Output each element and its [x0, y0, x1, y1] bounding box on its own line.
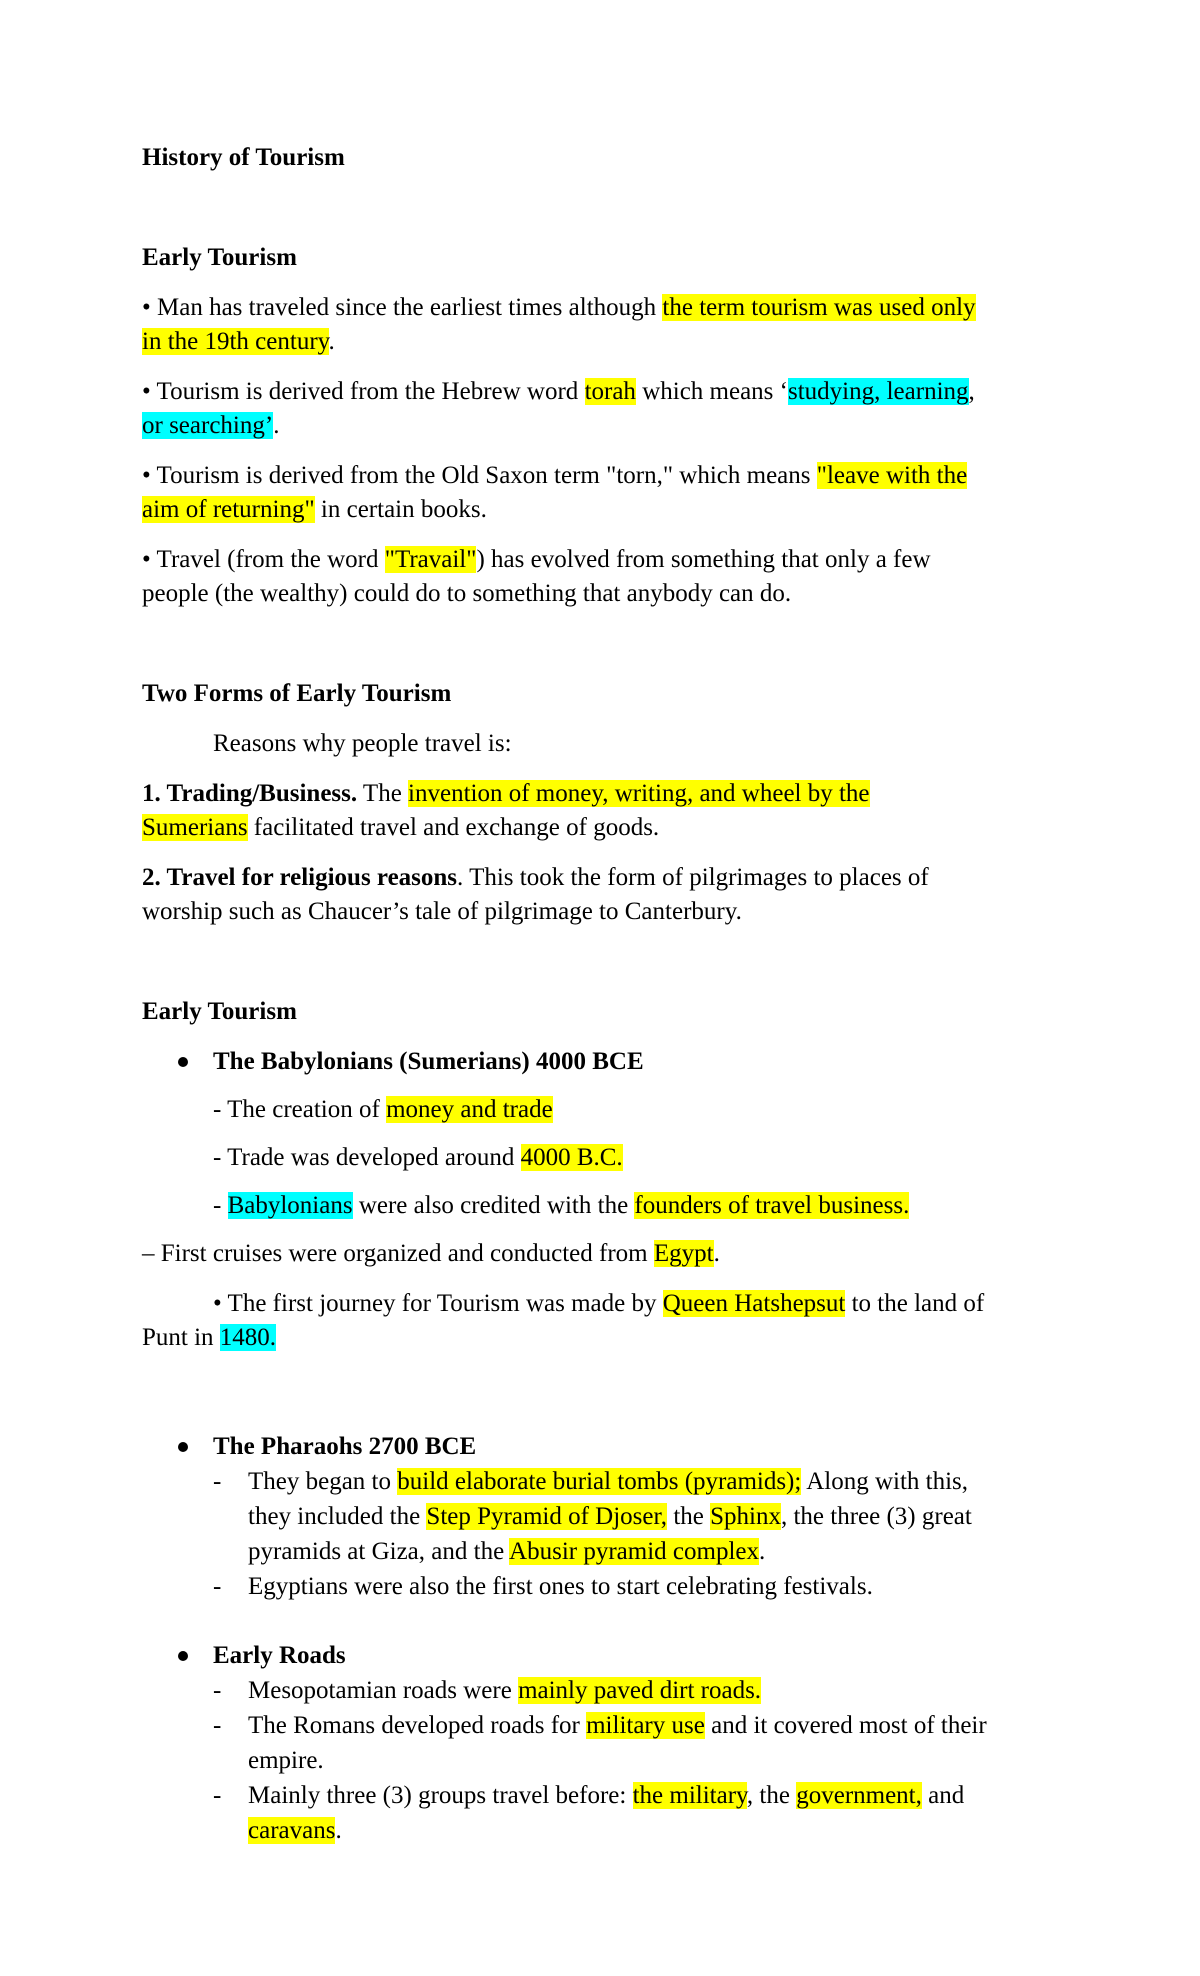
paragraph-line: – First cruises were organized and conducted from Egypt. — [142, 1240, 720, 1267]
dash-marker: - — [213, 1712, 222, 1739]
highlight: studying, learning — [787, 378, 969, 405]
highlight: government, — [796, 1782, 922, 1809]
highlight: Egypt — [653, 1240, 714, 1267]
highlight: Queen Hatshepsut — [662, 1290, 846, 1317]
paragraph-line: caravans. — [248, 1817, 342, 1844]
paragraph-line: Sumerians facilitated travel and exchange of goods. — [142, 814, 660, 841]
paragraph-line: they included the Step Pyramid of Djoser, the Sphinx, the three (3) great — [248, 1503, 972, 1530]
highlight: Abusir pyramid complex — [509, 1538, 759, 1565]
document-title: History of Tourism — [142, 144, 345, 171]
paragraph-line: people (the wealthy) could do to something that anybody can do. — [142, 580, 792, 607]
highlight: torah — [584, 378, 636, 405]
paragraph-line: • Tourism is derived from the Old Saxon term "torn," which means "leave with the — [142, 462, 968, 489]
highlight: "leave with the — [816, 462, 968, 489]
highlight: founders of travel business. — [634, 1192, 910, 1219]
highlight: invention of money, writing, and wheel by the — [408, 780, 870, 807]
paragraph-line: • Man has traveled since the earliest times although the term tourism was used only — [142, 294, 976, 321]
paragraph-line: - Trade was developed around 4000 B.C. — [213, 1144, 623, 1171]
paragraph-line: Punt in 1480. — [142, 1324, 277, 1351]
section-heading-early-tourism: Early Tourism — [142, 244, 297, 271]
highlight: 4000 B.C. — [520, 1144, 623, 1171]
highlight: or searching’ — [142, 412, 274, 439]
highlight: build elaborate burial tombs (pyramids); — [397, 1468, 802, 1495]
dash-marker: - — [213, 1782, 222, 1809]
paragraph-line: 1. Trading/Business. The invention of money, writing, and wheel by the — [142, 780, 870, 807]
list-item-title: The Babylonians (Sumerians) 4000 BCE — [213, 1048, 644, 1075]
paragraph-line: empire. — [248, 1747, 324, 1774]
highlight: mainly paved dirt roads. — [518, 1677, 762, 1704]
paragraph-line: • Travel (from the word "Travail") has evolved from something that only a few — [142, 546, 931, 573]
highlight: aim of returning" — [142, 496, 315, 523]
paragraph-line: • The first journey for Tourism was made by Queen Hatshepsut to the land of — [213, 1290, 985, 1317]
highlight: in the 19th century — [142, 328, 329, 355]
paragraph-line: worship such as Chaucer’s tale of pilgrimage to Canterbury. — [142, 898, 742, 925]
paragraph-line: Mesopotamian roads were mainly paved dirt roads. — [248, 1677, 762, 1704]
dash-marker: - — [213, 1573, 222, 1600]
paragraph-line: or searching’. — [142, 412, 280, 439]
paragraph-line: Mainly three (3) groups travel before: the military, the government, and — [248, 1782, 965, 1809]
paragraph-line: - The creation of money and trade — [213, 1096, 553, 1123]
highlight: the term tourism was used only — [662, 294, 976, 321]
paragraph-line: pyramids at Giza, and the Abusir pyramid complex. — [248, 1538, 766, 1565]
highlight: 1480. — [219, 1324, 277, 1351]
paragraph-line: • Tourism is derived from the Hebrew word torah which means ‘studying, learning, — [142, 378, 975, 405]
paragraph-line: aim of returning" in certain books. — [142, 496, 487, 523]
list-item-title: Early Roads — [213, 1642, 346, 1669]
paragraph-line: 2. Travel for religious reasons. This took the form of pilgrimages to places of — [142, 864, 929, 891]
dash-marker: - — [213, 1468, 222, 1495]
bullet-icon — [178, 1442, 188, 1452]
highlight: "Travail" — [384, 546, 477, 573]
highlight: Babylonians — [227, 1192, 353, 1219]
section-heading-two-forms: Two Forms of Early Tourism — [142, 680, 452, 707]
paragraph-line: The Romans developed roads for military use and it covered most of their — [248, 1712, 987, 1739]
paragraph-line: Egyptians were also the first ones to start celebrating festivals. — [248, 1573, 873, 1600]
highlight: Sumerians — [142, 814, 248, 841]
paragraph-line: in the 19th century. — [142, 328, 335, 355]
paragraph-line: They began to build elaborate burial tombs (pyramids); Along with this, — [248, 1468, 969, 1495]
highlight: military use — [586, 1712, 705, 1739]
list-item-title: The Pharaohs 2700 BCE — [213, 1433, 477, 1460]
paragraph-line: - Babylonians were also credited with the founders of travel business. — [213, 1192, 910, 1219]
bullet-icon — [178, 1651, 188, 1661]
section-heading-early-tourism-2: Early Tourism — [142, 998, 297, 1025]
bullet-icon — [178, 1057, 188, 1067]
highlight: caravans — [248, 1817, 336, 1844]
highlight: money and trade — [386, 1096, 553, 1123]
dash-marker: - — [213, 1677, 222, 1704]
highlight: Sphinx — [710, 1503, 781, 1530]
highlight: Step Pyramid of Djoser, — [426, 1503, 668, 1530]
highlight: the military — [632, 1782, 747, 1809]
paragraph-line: Reasons why people travel is: — [213, 730, 512, 757]
